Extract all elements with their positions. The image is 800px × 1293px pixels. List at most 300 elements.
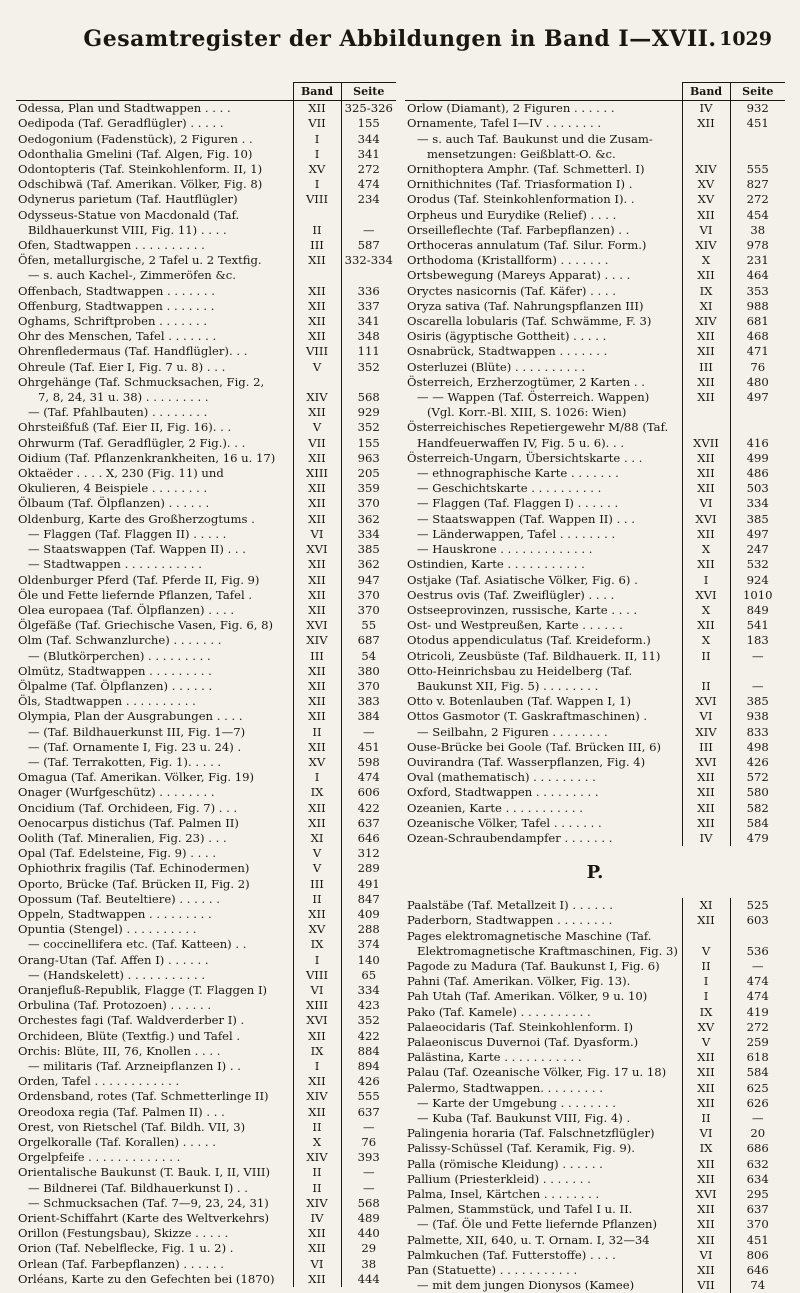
index-entry	[405, 1065, 785, 1080]
entry-text: Oktaëder . . . . X, 230 (Fig. 11) und	[18, 466, 224, 481]
entry-text: Ostjake (Taf. Asiatische Völker, Fig. 6) .	[407, 572, 638, 587]
index-entry	[16, 1135, 396, 1150]
index-entries-right	[405, 101, 785, 1293]
entry-text: Orion (Taf. Nebelflecke, Fig. 1 u. 2) .	[18, 1241, 234, 1256]
entry-seite: 947	[341, 573, 396, 588]
entry-text: Offenbach, Stadtwappen . . . . . . .	[18, 283, 215, 298]
entry-text: Oreodoxa regia (Taf. Palmen II) . . .	[18, 1104, 225, 1119]
entry-text: — Kuba (Taf. Baukunst VIII, Fig. 4) .	[417, 1111, 631, 1125]
entry-text: Palla (römische Kleidung) . . . . . .	[407, 1156, 603, 1171]
index-entry	[16, 299, 396, 314]
index-entry	[405, 208, 785, 223]
index-table-right	[405, 82, 785, 1293]
entry-seite: 385	[341, 542, 396, 557]
entry-text: Olmütz, Stadtwappen . . . . . . . . .	[18, 663, 212, 678]
column-header-row	[405, 83, 785, 101]
entry-band: VIII	[293, 968, 341, 983]
entry-band: VI	[682, 1248, 730, 1263]
entry-band: XI	[682, 299, 730, 314]
entry-band: XII	[682, 1172, 730, 1187]
entry-text: Pallium (Priesterkleid) . . . . . . .	[407, 1171, 591, 1186]
index-entry	[405, 1202, 785, 1217]
entry-text: Orodus (Taf. Steinkohlenformation I). .	[407, 192, 635, 207]
entry-band: XII	[682, 1081, 730, 1096]
entry-band	[682, 664, 730, 679]
entry-band: VI	[682, 709, 730, 724]
entry-band: XVI	[682, 1187, 730, 1202]
entry-text: — Länderwappen, Tafel . . . . . . . .	[417, 526, 616, 541]
entry-band: XII	[293, 740, 341, 755]
entry-band: VII	[293, 436, 341, 451]
index-entry	[405, 755, 785, 770]
index-entry	[405, 481, 785, 496]
entry-band: XI	[682, 898, 730, 913]
entry-seite: 582	[730, 801, 785, 816]
entry-seite: 849	[730, 603, 785, 618]
index-entry	[405, 913, 785, 928]
index-entry	[16, 162, 396, 177]
index-entry	[16, 1226, 396, 1241]
entry-text: Pages elektromagnetische Maschine (Taf.	[407, 928, 652, 943]
entry-seite: 426	[730, 755, 785, 770]
index-entry	[16, 831, 396, 846]
index-entry	[405, 512, 785, 527]
index-entry	[16, 405, 396, 420]
index-entry	[16, 618, 396, 633]
entry-band: XVI	[682, 588, 730, 603]
entry-text: Orléans, Karte zu den Gefechten bei (1870)	[18, 1271, 275, 1286]
entry-seite: 155	[341, 436, 396, 451]
entry-text: — Bildnerei (Taf. Bildhauerkunst I) . .	[28, 1180, 248, 1195]
entry-seite: 234	[341, 192, 396, 207]
index-entry	[16, 344, 396, 359]
entry-band: XII	[682, 481, 730, 496]
entry-band: X	[293, 1135, 341, 1150]
entry-band: XII	[293, 451, 341, 466]
entry-seite: 924	[730, 573, 785, 588]
entry-band	[293, 208, 341, 223]
entry-band: VI	[682, 496, 730, 511]
entry-seite	[341, 208, 396, 223]
entry-text: Palingenia horaria (Taf. Falschnetzflügler)	[407, 1126, 655, 1141]
entry-column-header	[405, 83, 682, 101]
entry-seite	[730, 147, 785, 162]
index-entry	[16, 1013, 396, 1028]
entry-band: XII	[682, 329, 730, 344]
entry-seite: —	[730, 959, 785, 974]
entry-seite: 295	[730, 1187, 785, 1202]
entry-text: — Seilbahn, 2 Figuren . . . . . . . .	[417, 724, 608, 739]
index-entry	[16, 436, 396, 451]
entry-text: Orang-Utan (Taf. Affen I) . . . . . .	[18, 952, 209, 967]
entry-seite: 637	[341, 816, 396, 831]
index-entry	[16, 451, 396, 466]
index-entry	[405, 573, 785, 588]
entry-text: Paalstäbe (Taf. Metallzeit I) . . . . . .	[407, 898, 613, 913]
entry-text: Österreich, Erzherzogtümer, 2 Karten . .	[407, 374, 645, 389]
entry-band: VIII	[293, 192, 341, 207]
entry-text: Paderborn, Stadtwappen . . . . . . . .	[407, 913, 613, 928]
entry-band: VIII	[293, 344, 341, 359]
index-entry	[16, 542, 396, 557]
entry-band: XI	[293, 831, 341, 846]
index-entry	[16, 801, 396, 816]
entry-seite: 231	[730, 253, 785, 268]
index-entry	[16, 633, 396, 648]
index-entry	[405, 1278, 785, 1293]
entry-band: I	[682, 974, 730, 989]
entry-band	[293, 375, 341, 390]
entry-seite: 385	[730, 694, 785, 709]
entry-seite: 687	[341, 633, 396, 648]
entry-band: XII	[682, 1065, 730, 1080]
entry-text: Orchestes fagi (Taf. Waldverderber I) .	[18, 1013, 245, 1028]
index-entry	[16, 238, 396, 253]
index-entry	[405, 725, 785, 740]
entry-seite: 336	[341, 284, 396, 299]
entry-seite: 288	[341, 922, 396, 937]
entry-text: Oolith (Taf. Mineralien, Fig. 23) . . .	[18, 830, 227, 845]
entry-seite: 532	[730, 557, 785, 572]
entry-seite	[730, 929, 785, 944]
entry-band: X	[682, 253, 730, 268]
entry-text: Otricoli, Zeusbüste (Taf. Bildhauerk. II, 11)	[407, 648, 661, 663]
entry-band: XII	[293, 481, 341, 496]
entry-text: Oporto, Brücke (Taf. Brücken II, Fig. 2)	[18, 876, 250, 891]
entry-band: VI	[293, 983, 341, 998]
entry-seite: 634	[730, 1172, 785, 1187]
entry-band: XII	[293, 101, 341, 117]
entry-seite: 1010	[730, 588, 785, 603]
entry-text: — (Taf. Bildhauerkunst III, Fig. 1—7)	[28, 724, 246, 739]
entry-band: VI	[682, 223, 730, 238]
entry-band: XIV	[293, 633, 341, 648]
entry-text: Österreichisches Repetiergewehr M/88 (Taf.	[407, 420, 669, 435]
entry-text: Ölpalme (Taf. Ölpflanzen) . . . . . .	[18, 678, 213, 693]
entry-band: IX	[293, 1044, 341, 1059]
entry-text: Ost- und Westpreußen, Karte . . . . . .	[407, 618, 623, 633]
entry-text: — (Blutkörperchen) . . . . . . . . .	[28, 648, 211, 663]
entry-text: Orest, von Rietschel (Taf. Bildh. VII, 3)	[18, 1119, 246, 1134]
entry-seite: 555	[730, 162, 785, 177]
index-entry	[16, 877, 396, 892]
entry-text: Orgelpfeife . . . . . . . . . . . . .	[18, 1150, 181, 1165]
index-entry	[16, 253, 396, 268]
entry-band: XVI	[293, 1013, 341, 1028]
index-entry	[405, 147, 785, 162]
entry-band: XII	[293, 299, 341, 314]
entry-band: XII	[293, 588, 341, 603]
index-entry	[16, 1044, 396, 1059]
entry-text: Oldenburger Pferd (Taf. Pferde II, Fig. 9)	[18, 572, 260, 587]
entry-seite: 353	[730, 284, 785, 299]
entry-column-header	[16, 83, 293, 101]
index-entry	[16, 922, 396, 937]
entry-seite: 451	[341, 740, 396, 755]
entry-band: XII	[293, 1105, 341, 1120]
entry-text: Ornamente, Tafel I—IV . . . . . . . .	[407, 116, 602, 131]
index-entry	[405, 436, 785, 451]
index-entry	[405, 360, 785, 375]
entry-band: VII	[293, 116, 341, 131]
entry-seite: 155	[341, 116, 396, 131]
index-entry	[405, 1263, 785, 1278]
entry-seite: 289	[341, 861, 396, 876]
entry-text: — s. auch Taf. Baukunst und die Zusam-	[417, 131, 653, 146]
index-entry	[405, 299, 785, 314]
entry-text: Offenburg, Stadtwappen . . . . . . .	[18, 298, 215, 313]
entry-text: Ozean-Schraubendampfer . . . . . . .	[407, 830, 613, 845]
entry-text: (Vgl. Korr.-Bl. XIII, S. 1026: Wien)	[427, 405, 627, 420]
entry-seite: 603	[730, 913, 785, 928]
entry-seite: 370	[341, 496, 396, 511]
entry-text: Palästina, Karte . . . . . . . . . . .	[407, 1050, 582, 1065]
entry-text: Handfeuerwaffen IV, Fig. 5 u. 6). . .	[417, 435, 625, 450]
entry-band: IX	[682, 1005, 730, 1020]
entry-band: XV	[293, 755, 341, 770]
index-entry	[405, 223, 785, 238]
index-entry	[16, 725, 396, 740]
entry-text: Oppeln, Stadtwappen . . . . . . . . .	[18, 906, 212, 921]
entry-seite: 525	[730, 898, 785, 913]
index-entry	[405, 679, 785, 694]
entry-text: Oranjefluß-Republik, Flagge (T. Flaggen I)	[18, 982, 268, 997]
page-header	[0, 26, 800, 66]
entry-text: Oryctes nasicornis (Taf. Käfer) . . . .	[407, 283, 616, 298]
index-entry	[405, 527, 785, 542]
entry-band: X	[682, 633, 730, 648]
index-entry	[16, 892, 396, 907]
entry-seite: 352	[341, 420, 396, 435]
entry-text: Ofen, Stadtwappen . . . . . . . . . .	[18, 238, 205, 253]
entry-text: Olm (Taf. Schwanzlurche) . . . . . . .	[18, 633, 222, 648]
entry-band: I	[293, 147, 341, 162]
index-entry	[16, 1272, 396, 1287]
index-entry	[405, 633, 785, 648]
entry-band: II	[293, 892, 341, 907]
index-entry	[16, 1074, 396, 1089]
entry-band: IX	[293, 785, 341, 800]
entry-seite: 362	[341, 557, 396, 572]
entry-band: XV	[293, 162, 341, 177]
index-entry	[405, 1141, 785, 1156]
entry-band: XVII	[682, 436, 730, 451]
index-entry	[16, 983, 396, 998]
index-entry	[405, 740, 785, 755]
index-entry	[405, 1217, 785, 1232]
entry-seite: 54	[341, 649, 396, 664]
entry-text: Öls, Stadtwappen . . . . . . . . . .	[18, 694, 196, 709]
entry-text: 7, 8, 24, 31 u. 38) . . . . . . . . .	[38, 390, 209, 405]
entry-text: Ordensband, rotes (Taf. Schmetterlinge II)	[18, 1089, 269, 1104]
entry-band: XII	[293, 1029, 341, 1044]
entry-band: II	[293, 1165, 341, 1180]
entry-text: Österreich-Ungarn, Übersichtskarte . . .	[407, 450, 643, 465]
entry-seite: 568	[341, 1196, 396, 1211]
index-entry	[405, 618, 785, 633]
entry-text: Orillon (Festungsbau), Skizze . . . . .	[18, 1226, 229, 1241]
entry-band	[682, 405, 730, 420]
index-entry	[405, 1157, 785, 1172]
entry-seite: 833	[730, 725, 785, 740]
entry-band: XII	[682, 116, 730, 131]
entry-band: XII	[293, 284, 341, 299]
entry-text: Öle und Fette liefernde Pflanzen, Tafel .	[18, 587, 253, 602]
entry-text: Orientalische Baukunst (T. Bauk. I, II, VIII)	[18, 1165, 271, 1180]
entry-band: XII	[682, 618, 730, 633]
entry-text: Palau (Taf. Ozeanische Völker, Fig. 17 u. 18)	[407, 1065, 667, 1080]
entry-text: Osterluzei (Blüte) . . . . . . . . . .	[407, 359, 586, 374]
entry-seite: 359	[341, 481, 396, 496]
entry-band: V	[293, 420, 341, 435]
entry-band: XII	[293, 694, 341, 709]
entry-seite: 416	[730, 436, 785, 451]
entry-seite: 489	[341, 1211, 396, 1226]
index-entry	[16, 1211, 396, 1226]
entry-text: Ornithoptera Amphr. (Taf. Schmetterl. I)	[407, 162, 645, 177]
entry-band: XIV	[682, 725, 730, 740]
entry-seite: 637	[341, 1105, 396, 1120]
entry-seite: 536	[730, 944, 785, 959]
entry-seite: 626	[730, 1096, 785, 1111]
entry-seite: —	[730, 649, 785, 664]
entry-text: — coccinellifera etc. (Taf. Katteen) . .	[28, 937, 247, 952]
entry-seite: 587	[341, 238, 396, 253]
entry-band: XII	[682, 801, 730, 816]
entry-band: XII	[682, 1217, 730, 1232]
page-number: 1029	[719, 28, 772, 50]
index-entry	[16, 709, 396, 724]
entry-text: Otto v. Botenlauben (Taf. Wappen I, 1)	[407, 694, 632, 709]
entry-seite: 584	[730, 1065, 785, 1080]
entry-band: I	[682, 573, 730, 588]
entry-text: Orlow (Diamant), 2 Figuren . . . . . .	[407, 101, 615, 116]
entry-band: I	[293, 1059, 341, 1074]
index-entry	[405, 974, 785, 989]
entry-seite: 646	[730, 1263, 785, 1278]
index-entry	[16, 785, 396, 800]
entry-text: Pahni (Taf. Amerikan. Völker, Fig. 13).	[407, 974, 631, 989]
entry-seite: 978	[730, 238, 785, 253]
index-entry	[405, 466, 785, 481]
entry-seite: 606	[341, 785, 396, 800]
entry-band: VI	[682, 1126, 730, 1141]
index-entry	[405, 588, 785, 603]
entry-text: Odonthalia Gmelini (Taf. Algen, Fig. 10)	[18, 146, 253, 161]
entry-seite	[730, 420, 785, 435]
entry-band: I	[293, 770, 341, 785]
index-entry	[405, 451, 785, 466]
index-entry	[405, 344, 785, 359]
entry-band	[293, 268, 341, 283]
index-entry	[16, 953, 396, 968]
index-entry	[16, 907, 396, 922]
entry-seite: 419	[730, 1005, 785, 1020]
entry-band: XII	[293, 329, 341, 344]
entry-band: XV	[682, 192, 730, 207]
band-column-header: Band	[293, 83, 341, 101]
entry-text: — Karte der Umgebung . . . . . . . .	[417, 1095, 616, 1110]
entry-seite: 464	[730, 268, 785, 283]
entry-seite: 884	[341, 1044, 396, 1059]
index-entry	[405, 1020, 785, 1035]
entry-text: Orlean (Taf. Farbepflanzen) . . . . . .	[18, 1256, 224, 1271]
entry-band: XVI	[682, 694, 730, 709]
entry-text: — (Taf. Pfahlbauten) . . . . . . . .	[28, 405, 208, 420]
entry-text: — ethnographische Karte . . . . . . .	[417, 466, 619, 481]
index-entry	[405, 162, 785, 177]
entry-band: XII	[682, 466, 730, 481]
entry-text: — Geschichtskarte . . . . . . . . . .	[417, 481, 602, 496]
index-entry	[405, 709, 785, 724]
entry-band: I	[293, 177, 341, 192]
entry-text: Ophiothrix fragilis (Taf. Echinodermen)	[18, 861, 250, 876]
entry-text: Ozeanien, Karte . . . . . . . . . . .	[407, 800, 583, 815]
entry-seite: 272	[341, 162, 396, 177]
seite-column-header: Seite	[730, 83, 785, 101]
index-entry	[405, 801, 785, 816]
entry-band: XII	[293, 1241, 341, 1256]
index-entry	[16, 679, 396, 694]
index-entry	[16, 755, 396, 770]
index-entry	[405, 268, 785, 283]
entry-band: XII	[293, 603, 341, 618]
index-entry	[16, 1181, 396, 1196]
entry-band: XIII	[293, 998, 341, 1013]
entry-band: V	[293, 846, 341, 861]
entry-seite: 38	[730, 223, 785, 238]
entry-seite: 894	[341, 1059, 396, 1074]
entry-text: — Flaggen (Taf. Flaggen I) . . . . . .	[417, 496, 619, 511]
entry-seite: 272	[730, 192, 785, 207]
entry-text: Osnabrück, Stadtwappen . . . . . . .	[407, 344, 608, 359]
index-entry	[16, 420, 396, 435]
entry-text: Okulieren, 4 Beispiele . . . . . . . .	[18, 481, 208, 496]
entry-seite: 383	[341, 694, 396, 709]
entry-band: II	[293, 223, 341, 238]
entry-text: Orseilleflechte (Taf. Farbepflanzen) . .	[407, 222, 630, 237]
index-entry	[16, 816, 396, 831]
index-entry	[405, 1081, 785, 1096]
entry-seite: 454	[730, 208, 785, 223]
entry-seite: 76	[341, 1135, 396, 1150]
entry-band: XV	[682, 1020, 730, 1035]
entry-seite: 451	[730, 1233, 785, 1248]
entry-seite: 312	[341, 846, 396, 861]
entry-band: XII	[682, 208, 730, 223]
entry-band: II	[293, 725, 341, 740]
entry-text: Ozeanische Völker, Tafel . . . . . . .	[407, 815, 602, 830]
entry-seite	[730, 132, 785, 147]
entry-text: — — Wappen (Taf. Österreich. Wappen)	[417, 390, 650, 405]
entry-text: Oryza sativa (Taf. Nahrungspflanzen III)	[407, 298, 644, 313]
entry-band: XII	[682, 344, 730, 359]
entry-seite: 938	[730, 709, 785, 724]
index-entry	[16, 694, 396, 709]
entry-band: III	[293, 238, 341, 253]
entry-seite: 480	[730, 375, 785, 390]
entry-seite: 259	[730, 1035, 785, 1050]
entry-text: Orden, Tafel . . . . . . . . . . . .	[18, 1074, 180, 1089]
entry-band: XII	[293, 253, 341, 268]
entry-seite: 637	[730, 1202, 785, 1217]
index-entry	[405, 1233, 785, 1248]
entry-band: XII	[293, 816, 341, 831]
entry-seite: 497	[730, 527, 785, 542]
entry-band: II	[682, 959, 730, 974]
band-column-header: Band	[682, 83, 730, 101]
section-letter-row	[405, 846, 785, 898]
